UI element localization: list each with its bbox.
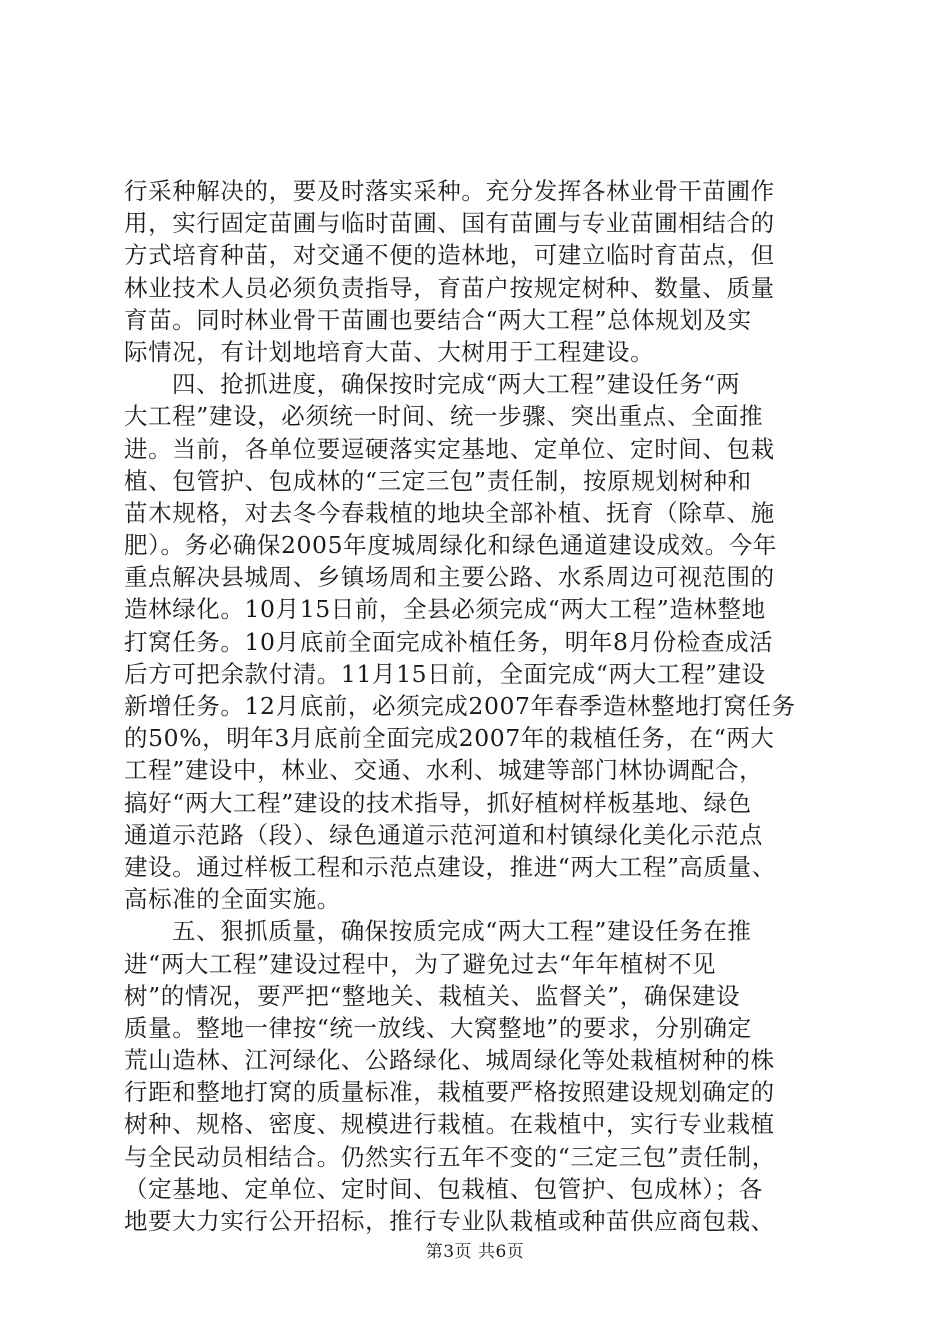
text-line: 际情况，有计划地培育大苗、大树用于工程建设。 (124, 337, 655, 366)
text-line: 搞好“两大工程”建设的技术指导，抓好植树样板基地、绿色 (124, 788, 752, 817)
text-line: 植、包管护、包成林的“三定三包”责任制，按原规划树种和 (124, 466, 752, 495)
text-line: 树”的情况，要严把“整地关、栽植关、监督关”，确保建设 (124, 981, 741, 1010)
text-line: 方式培育种苗，对交通不便的造林地，可建立临时育苗点，但 (124, 241, 775, 270)
text-line: 工程”建设中，林业、交通、水利、城建等部门林协调配合， (124, 756, 764, 785)
text-line: 地要大力实行公开招标，推行专业队栽植或种苗供应商包栽、 (124, 1207, 775, 1235)
text-line: 通道示范路（段）、绿色通道示范河道和村镇绿化美化示范点 (124, 820, 763, 849)
text-line: 荒山造林、江河绿化、公路绿化、城周绿化等处栽植树种的株 (124, 1046, 775, 1075)
page-number-footer: 第3页 共6页 (425, 1242, 525, 1262)
text-line: 重点解决县城周、乡镇场周和主要公路、水系周边可视范围的 (124, 563, 775, 592)
text-line: 建设。通过样板工程和示范点建设，推进“两大工程”高质量、 (124, 852, 776, 881)
text-line: 大工程”建设，必须统一时间、统一步骤、突出重点、全面推 (124, 402, 764, 431)
text-line: 树种、规格、密度、规模进行栽植。在栽植中，实行专业栽植 (124, 1110, 775, 1139)
section-heading-line: 四、抢抓进度，确保按时完成“两大工程”建设任务“两 (172, 370, 741, 399)
text-line: 新增任务。12月底前，必须完成2007年春季造林整地打窝任务 (124, 692, 796, 720)
section-heading-line: 五、狠抓质量，确保按质完成“两大工程”建设任务在推 (172, 917, 752, 946)
text-line: 造林绿化。10月15日前，全县必须完成“两大工程”造林整地 (124, 595, 766, 624)
text-line: 育苗。同时林业骨干苗圃也要结合“两大工程”总体规划及实 (124, 305, 752, 334)
text-line: 行采种解决的，要及时落实采种。充分发挥各林业骨干苗圃作 (124, 177, 775, 205)
text-line: 林业技术人员必须负责指导，育苗户按规定树种、数量、质量 (124, 273, 775, 302)
text-line: 打窝任务。10月底前全面完成补植任务，明年8月份检查成活 (124, 627, 774, 656)
text-line: 进。当前，各单位要逗硬落实定基地、定单位、定时间、包栽 (124, 434, 775, 463)
text-line: （定基地、定单位、定时间、包栽植、包管护、包成林）；各 (124, 1174, 763, 1203)
text-line: 行距和整地打窝的质量标准，栽植要严格按照建设规划确定的 (124, 1078, 775, 1107)
text-line: 后方可把余款付清。11月15日前，全面完成“两大工程”建设 (124, 659, 766, 688)
text-line: 质量。整地一律按“统一放线、大窝整地”的要求，分别确定 (124, 1013, 752, 1042)
text-line: 与全民动员相结合。仍然实行五年不变的“三定三包”责任制， (124, 1142, 776, 1171)
text-line: 苗木规格，对去冬今春栽植的地块全部补植、抚育（除草、施 (124, 498, 775, 527)
body-text (124, 175, 836, 1237)
text-line: 肥）。务必确保2005年度城周绿化和绿色通道建设成效。今年 (124, 531, 777, 560)
text-line: 高标准的全面实施。 (124, 885, 341, 914)
text-line: 用，实行固定苗圃与临时苗圃、国有苗圃与专业苗圃相结合的 (124, 209, 775, 238)
text-line: 的50%，明年3月底前全面完成2007年的栽植任务，在“两大 (124, 724, 775, 753)
text-line: 进“两大工程”建设过程中，为了避免过去“年年植树不见 (124, 949, 717, 978)
